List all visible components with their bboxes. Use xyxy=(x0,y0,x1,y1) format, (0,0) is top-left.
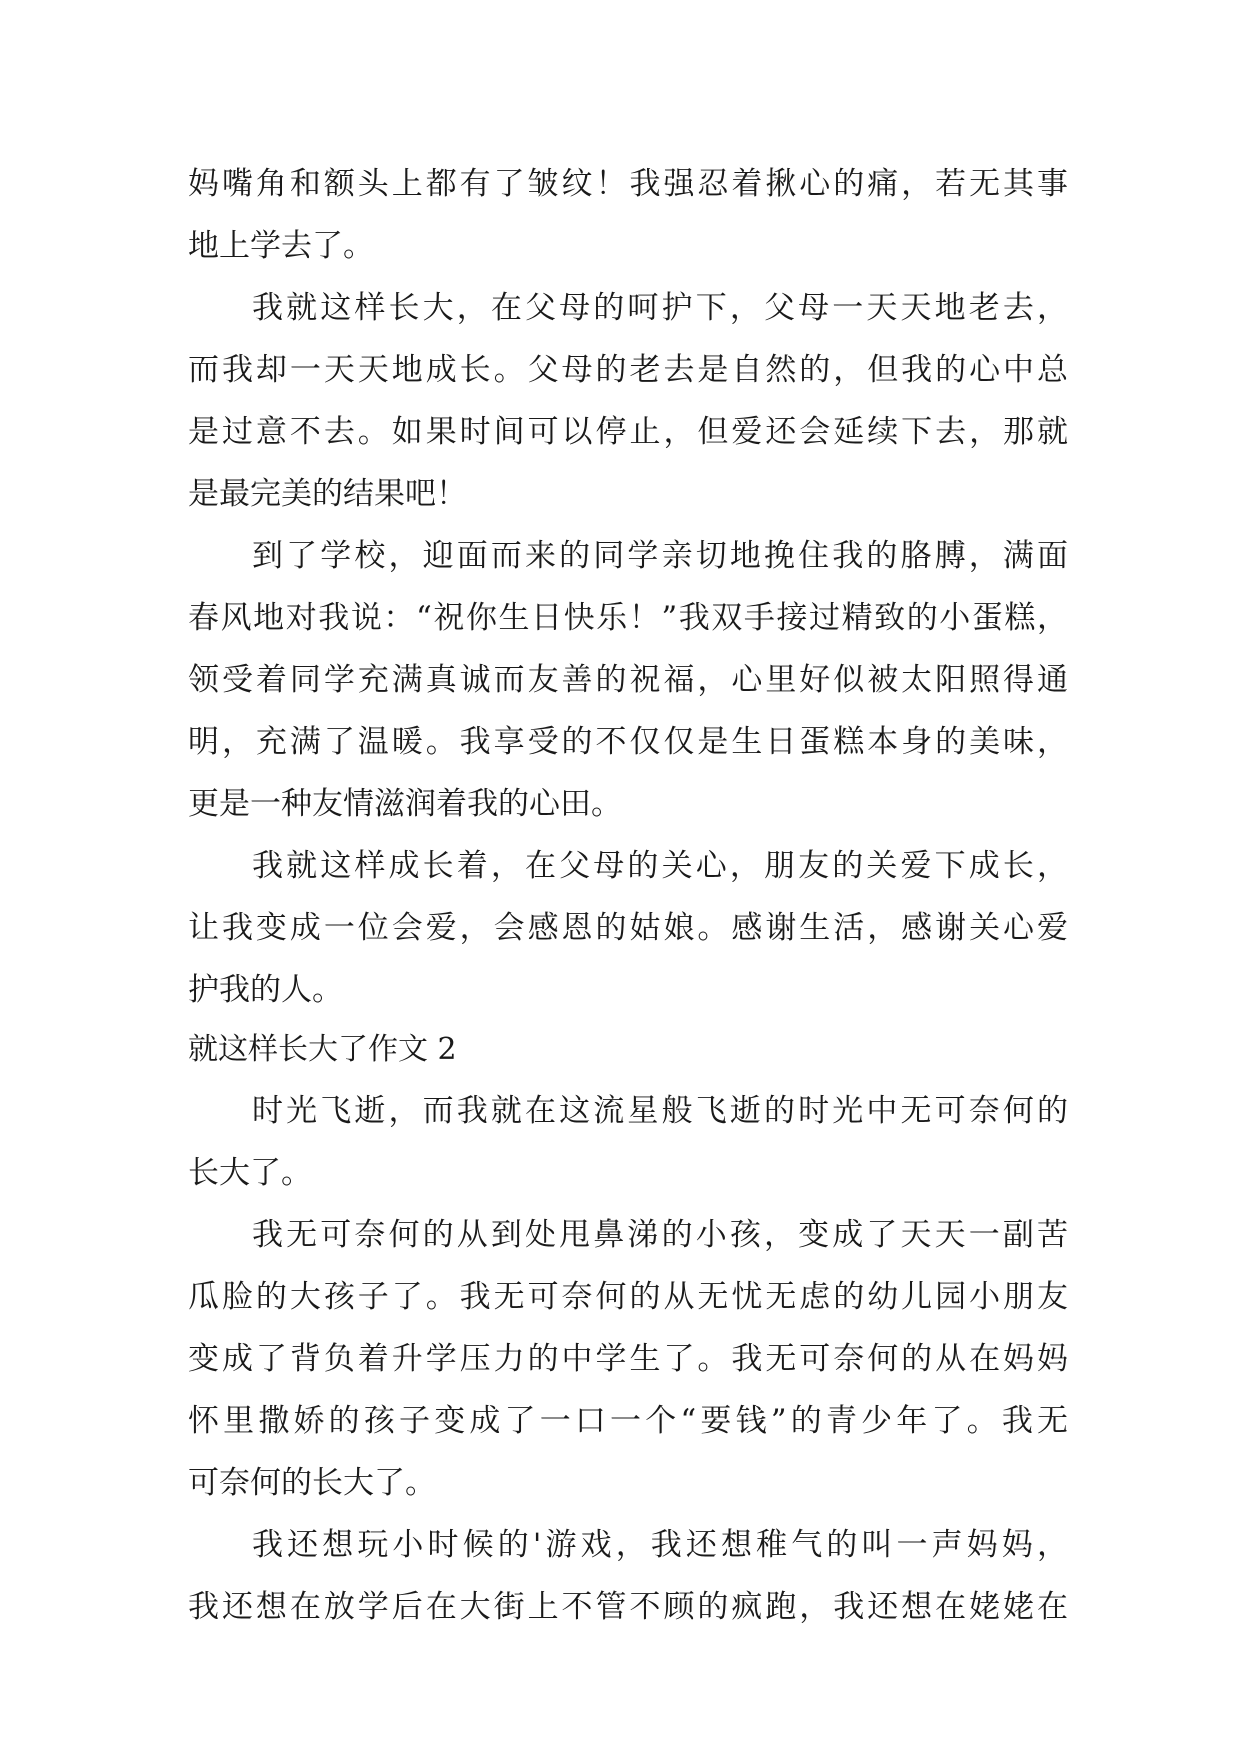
text-line: 让我变成一位会爱，会感恩的姑娘。感谢生活，感谢关心爱 xyxy=(188,910,1068,946)
text-line: 地上学去了。 xyxy=(188,228,374,264)
text-line: 我还想在放学后在大街上不管不顾的疯跑，我还想在姥姥在 xyxy=(188,1589,1068,1625)
text-line: 而我却一天天地成长。父母的老去是自然的，但我的心中总 xyxy=(188,352,1068,388)
text-line: 是过意不去。如果时间可以停止，但爱还会延续下去，那就 xyxy=(188,414,1068,450)
text-line: 我无可奈何的从到处甩鼻涕的小孩，变成了天天一副苦 xyxy=(252,1217,1068,1253)
section-heading: 就这样长大了作文 2 xyxy=(188,1032,457,1067)
text-line: 明，充满了温暖。我享受的不仅仅是生日蛋糕本身的美味， xyxy=(188,724,1068,760)
text-line: 怀里撒娇的孩子变成了一口一个“要钱”的青少年了。我无 xyxy=(188,1403,1068,1439)
text-line: 瓜脸的大孩子了。我无可奈何的从无忧无虑的幼儿园小朋友 xyxy=(188,1279,1068,1315)
text-line: 我就这样成长着，在父母的关心，朋友的关爱下成长， xyxy=(252,848,1068,884)
text-line: 是最完美的结果吧！ xyxy=(188,476,467,512)
text-line: 我就这样长大，在父母的呵护下，父母一天天地老去， xyxy=(252,290,1068,326)
text-line: 可奈何的长大了。 xyxy=(188,1465,436,1501)
text-line: 领受着同学充满真诚而友善的祝福，心里好似被太阳照得通 xyxy=(188,662,1068,698)
text-line: 妈嘴角和额头上都有了皱纹！我强忍着揪心的痛，若无其事 xyxy=(188,166,1068,202)
text-line: 到了学校，迎面而来的同学亲切地挽住我的胳膊，满面 xyxy=(252,538,1068,574)
text-line: 护我的人。 xyxy=(188,972,343,1008)
text-line: 春风地对我说：“祝你生日快乐！”我双手接过精致的小蛋糕， xyxy=(188,600,1068,636)
text-line: 时光飞逝，而我就在这流星般飞逝的时光中无可奈何的 xyxy=(252,1093,1068,1129)
text-line: 更是一种友情滋润着我的心田。 xyxy=(188,786,622,822)
text-line: 变成了背负着升学压力的中学生了。我无可奈何的从在妈妈 xyxy=(188,1341,1068,1377)
text-line: 长大了。 xyxy=(188,1155,312,1191)
text-line: 我还想玩小时候的'游戏，我还想稚气的叫一声妈妈， xyxy=(252,1527,1068,1563)
